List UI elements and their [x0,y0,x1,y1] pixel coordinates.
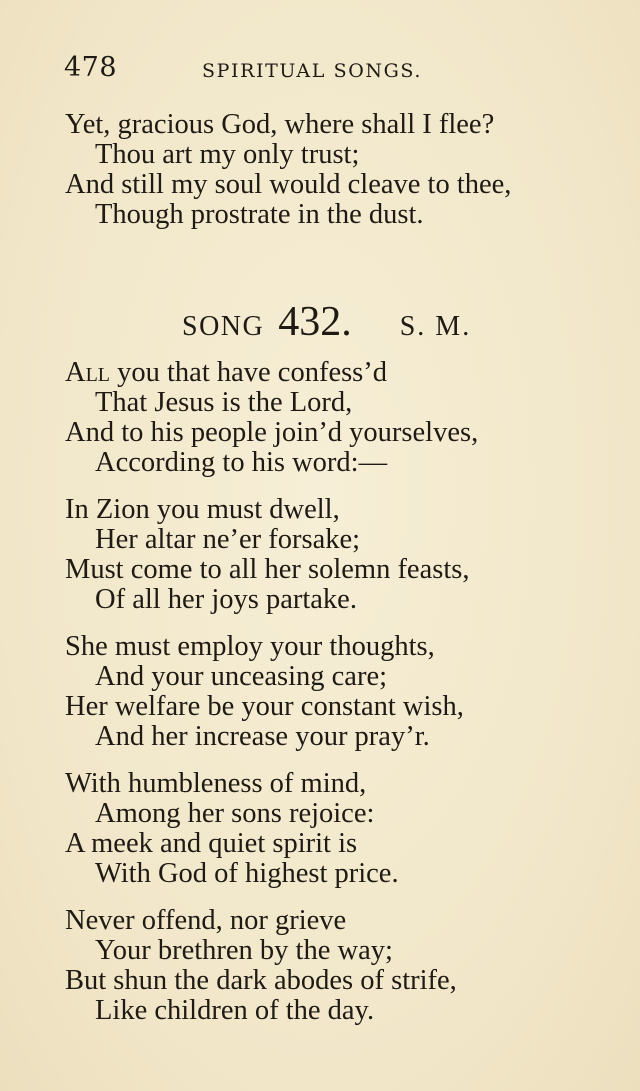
first-word-lead: All [65,357,111,388]
verse-line [65,358,387,388]
verse-line-text: you that have confess’d [117,357,388,388]
verse-line: A meek and quiet spirit is [65,828,358,859]
verse-line: According to his word:— [95,447,388,478]
verse-line: And your unceasing care; [95,661,388,692]
verse-line: Never offend, nor grieve [65,905,347,936]
song-number: 432. [278,299,352,345]
page-number: 478 [64,52,118,83]
verse-line: In Zion you must dwell, [65,494,340,525]
verse-line: Thou art my only trust; [95,139,360,170]
song-label: SONG [182,311,265,342]
verse-line: Must come to all her solemn feasts, [65,554,470,585]
song-heading [182,298,471,346]
verse-line: Though prostrate in the dust. [95,199,424,230]
verse-line: Her welfare be your constant wish, [65,691,464,722]
verse-line: Among her sons rejoice: [95,798,375,829]
verse-line: But shun the dark abodes of strife, [65,965,457,996]
running-title: SPIRITUAL SONGS. [202,60,422,82]
verse-line: That Jesus is the Lord, [95,387,353,418]
verse-line: Her altar ne’er forsake; [95,524,361,555]
song-meter: S. M. [399,311,472,342]
verse-line: With humbleness of mind, [65,768,367,799]
verse-line: And to his people join’d yourselves, [65,417,479,448]
verse-line: Your brethren by the way; [95,935,393,966]
verse-line: Of all her joys partake. [95,584,357,615]
verse-line: And still my soul would cleave to thee, [65,169,512,200]
verse-line: And her increase your pray’r. [95,721,430,752]
verse-line: With God of highest price. [95,858,399,889]
page-header [64,52,610,86]
verse-line: Yet, gracious God, where shall I flee? [65,109,495,140]
verse-line: She must employ your thoughts, [65,631,435,662]
verse-line: Like children of the day. [95,995,375,1026]
